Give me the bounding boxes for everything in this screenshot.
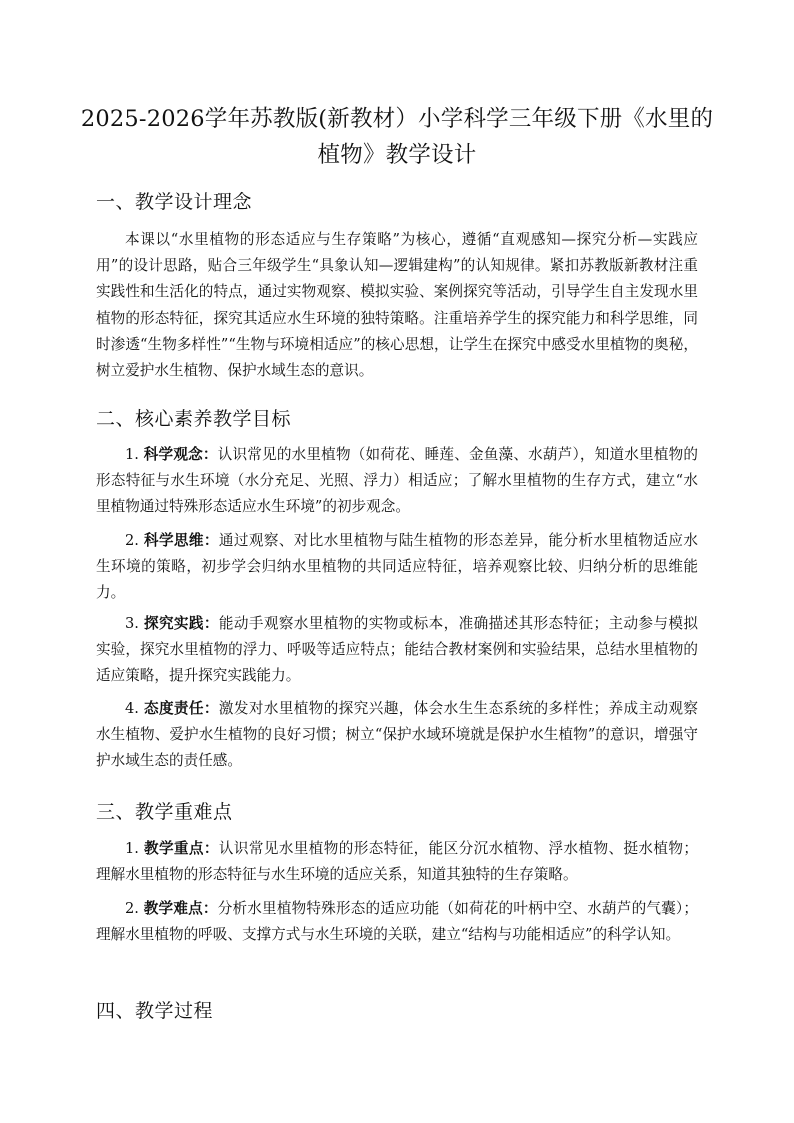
objective-text: 认识常见的水里植物（如荷花、睡莲、金鱼藻、水葫芦），知道水里植物的形态特征与水生环境（水分充足、光照、浮力）相适应；了解水里植物的生存方式，建立“水里植物通过特殊形态适应水生环境”的初步观念。 [96,446,698,516]
objective-number: 1. [125,446,139,463]
objective-label: 科学观念： [143,446,218,463]
objective-item [96,442,698,521]
objective-label: 探究实践： [143,615,219,632]
objective-number: 3. [125,615,139,632]
difficult-point-label: 教学难点： [143,900,218,917]
objective-text: 通过观察、对比水里植物与陆生植物的形态差异，能分析水里植物适应水生环境的策略，初步学会归纳水里植物的共同适应特征，培养观察比较、归纳分析的思维能力。 [96,532,698,602]
section-heading-design-concept: 一、教学设计理念 [96,191,253,213]
document-title: 2025-2026学年苏教版(新教材）小学科学三年级下册《水里的植物》教学设计 [80,106,714,168]
difficult-point-item [96,896,698,948]
section-heading-objectives: 二、核心素养教学目标 [96,408,292,430]
objective-item [96,528,698,607]
objective-item [96,696,698,775]
difficult-point-text: 分析水里植物特殊形态的适应功能（如荷花的叶柄中空、水葫芦的气囊）；理解水里植物的呼吸、支撑方式与水生环境的关联，建立“结构与功能相适应”的科学认知。 [96,900,698,944]
section-heading-key-difficult-points: 三、教学重难点 [96,801,233,823]
objective-number: 4. [125,700,139,717]
objective-number: 2. [125,532,139,549]
design-concept-paragraph: 本课以“水里植物的形态适应与生存策略”为核心，遵循“直观感知—探究分析—实践应用”的设计思路，贴合三年级学生“具象认知—逻辑建构”的认知规律。紧扣苏教版新教材注重实践性和生活化的特点，通过实物观察、模拟实验、案例探究等活动，引导学生自主发现水里植物的形态特征，探究其适应水生环境的独特策略。注重培养学生的探究能力和科学思维，同时渗透“生物多样性”“生物与环境相适应”的核心思想，让学生在探究中感受水里植物的奥秘，树立爱护水生植物、保护水域生态的意识。 [96,231,698,380]
objective-text: 激发对水里植物的探究兴趣，体会水生生态系统的多样性；养成主动观察水生植物、爱护水生植物的良好习惯；树立“保护水域环境就是保护水生植物”的意识，增强守护水域生态的责任感。 [96,700,698,770]
objective-item [96,611,698,690]
section-heading-teaching-process: 四、教学过程 [96,1000,214,1022]
objective-label: 态度责任： [143,700,219,717]
objective-text: 能动手观察水里植物的实物或标本，准确描述其形态特征；主动参与模拟实验，探究水里植物的浮力、呼吸等适应特点；能结合教材案例和实验结果，总结水里植物的适应策略，提升探究实践能力。 [96,615,698,685]
difficult-point-number: 2. [125,900,139,917]
key-point-number: 1. [125,840,139,857]
key-point-text: 认识常见水里植物的形态特征，能区分沉水植物、浮水植物、挺水植物；理解水里植物的形态特征与水生环境的适应关系，知道其独特的生存策略。 [96,840,698,884]
key-point-item [96,836,698,888]
key-point-label: 教学重点： [143,840,219,857]
objective-label: 科学思维： [143,532,219,549]
